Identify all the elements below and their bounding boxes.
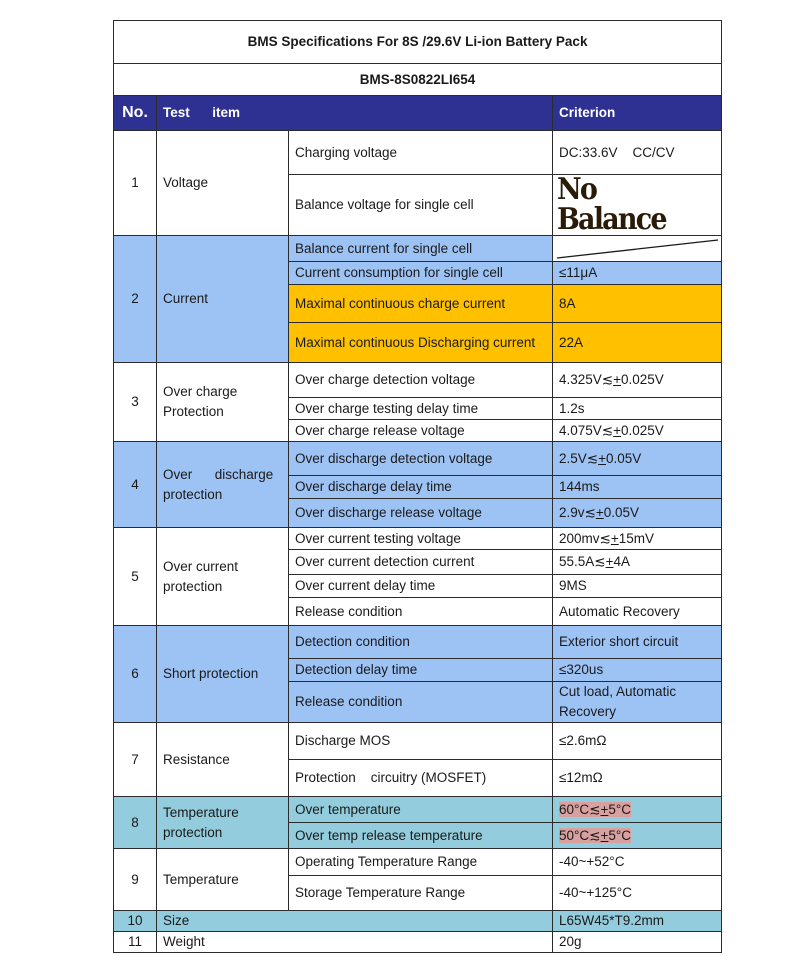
no-balance-stamp: No Balance [557,174,666,236]
od-release-item: Over discharge release voltage [289,499,553,528]
row-8-category [157,797,289,849]
row-7-no: 7 [114,723,157,797]
row-4-category-line2: protection [163,486,223,502]
ocur-delay-item: Over current delay time [289,575,553,598]
charge-current-value: 8A [553,285,722,323]
row-6-no: 6 [114,626,157,723]
od-release-value-a: 2.9v≲ [559,505,596,520]
discharge-mos-item: Discharge MOS [289,723,553,760]
row-10-category: Size [157,911,553,932]
od-detect-value-a: 2.5V≲ [559,450,599,466]
sc-release-item: Release condition [289,682,553,723]
oc-delay-item: Over charge testing delay time [289,398,553,420]
storage-temp-item: Storage Temperature Range [289,876,553,911]
ocur-testing-voltage-value-a: 200mv≲ [559,530,611,546]
row-4-no: 4 [114,442,157,528]
row-2-no: 2 [114,236,157,363]
od-delay-item: Over discharge delay time [289,476,553,499]
oc-detect-value-c: 0.025V [621,372,664,387]
od-detect-value-c: 0.05V [605,450,642,466]
row-1-category: Voltage [157,131,289,236]
oc-release-value-a: 4.075V≲ [559,422,614,438]
ocur-testing-voltage-value [553,528,722,550]
oc-detect-value [553,363,722,398]
ocur-delay-value: 9MS [553,575,722,598]
charging-voltage-value: DC:33.6V CC/CV [553,131,722,175]
od-detect-value-b: + [598,450,606,466]
oc-detect-value-a: 4.325V≲ [559,372,614,387]
ocur-detect-value-b: + [605,554,614,569]
row-1-no: 1 [114,131,157,236]
od-release-value [553,499,722,528]
oc-release-value-b: + [613,422,621,438]
row-9-category: Temperature [157,849,289,911]
header-test-item: Test item [157,96,553,131]
balance-current-value [553,236,722,262]
row-4-category-line1: Over discharge [163,466,274,482]
row-11-category: Weight [157,932,553,953]
over-temp-value-highlight [559,802,631,817]
ocur-release-item: Release condition [289,598,553,626]
document-title: BMS Specifications For 8S /29.6V Li-ion Battery Pack [114,21,722,64]
row-6-category: Short protection [157,626,289,723]
row-4-category [157,442,289,528]
row-5-category [157,528,289,626]
row-11-no: 11 [114,932,157,953]
ocur-testing-voltage-value-c: 15mV [618,530,655,546]
od-detect-value [553,442,722,476]
release-temp-value-highlight [559,828,631,843]
row-10-no: 10 [114,911,157,932]
over-temp-item: Over temperature [289,797,553,823]
release-temp-item: Over temp release temperature [289,823,553,849]
over-temp-value-a: 60°C≲ [559,801,601,817]
storage-temp-value: -40~+125°C [553,876,722,911]
protection-circuit-item: Protection circuitry (MOSFET) [289,760,553,797]
release-temp-value-c: 5°C [608,827,632,843]
size-value: L65W45*T9.2mm [553,911,722,932]
consumption-value: ≤11μA [553,262,722,285]
over-temp-value [553,797,722,823]
bms-spec-table [113,20,722,953]
sc-delay-item: Detection delay time [289,659,553,682]
sc-release-value-line1: Cut load, Automatic [559,684,677,699]
row-3-category-line1: Over charge [163,384,238,399]
row-5-no: 5 [114,528,157,626]
row-8-no: 8 [114,797,157,849]
row-9-no: 9 [114,849,157,911]
oc-release-value [553,420,722,442]
ocur-detect-value [553,550,722,575]
header-no: No. [114,96,157,131]
sc-detect-value: Exterior short circuit [553,626,722,659]
weight-value: 20g [553,932,722,953]
ocur-detect-value-a: 55.5A≲ [559,554,606,569]
sc-release-value [553,682,722,723]
oc-detect-item: Over charge detection voltage [289,363,553,398]
sc-detect-item: Detection condition [289,626,553,659]
protection-circuit-value: ≤12mΩ [553,760,722,797]
discharge-current-value: 22A [553,323,722,363]
oc-release-value-c: 0.025V [621,422,664,438]
od-release-value-c: 0.05V [603,505,640,520]
oc-delay-value: 1.2s [553,398,722,420]
release-temp-value [553,823,722,849]
not-applicable-slash [553,237,721,261]
row-3-category [157,363,289,442]
row-2-category: Current [157,236,289,363]
row-8-category-line1: Temperature [163,804,239,820]
header-criterion: Criterion [553,96,722,131]
row-7-category: Resistance [157,723,289,797]
ocur-detect-item: Over current detection current [289,550,553,575]
balance-voltage-value [553,175,722,236]
consumption-item: Current consumption for single cell [289,262,553,285]
balance-current-item: Balance current for single cell [289,236,553,262]
od-release-value-b: + [595,505,604,520]
sc-release-value-line2: Recovery [559,704,617,719]
oc-detect-value-b: + [613,372,621,387]
ocur-detect-value-c: 4A [613,554,630,569]
release-temp-value-a: 50°C≲ [559,827,601,843]
row-5-category-line1: Over current [163,558,239,574]
sc-delay-value: ≤320us [553,659,722,682]
operating-temp-item: Operating Temperature Range [289,849,553,876]
over-temp-value-c: 5°C [608,801,632,817]
charging-voltage-item: Charging voltage [289,131,553,175]
ocur-testing-voltage-value-b: + [610,530,619,546]
charge-current-item: Maximal continuous charge current [289,285,553,323]
ocur-release-value: Automatic Recovery [553,598,722,626]
model-number: BMS-8S0822LI654 [114,64,722,96]
ocur-testing-voltage-item: Over current testing voltage [289,528,553,550]
row-3-no: 3 [114,363,157,442]
discharge-mos-value: ≤2.6mΩ [553,723,722,760]
oc-release-item: Over charge release voltage [289,420,553,442]
row-5-category-line2: protection [163,578,223,594]
over-temp-value-b: + [600,801,609,817]
row-3-category-line2: Protection [163,404,224,419]
row-8-category-line2: protection [163,824,223,840]
balance-voltage-item: Balance voltage for single cell [289,175,553,236]
od-delay-value: 144ms [553,476,722,499]
release-temp-value-b: + [600,827,609,843]
discharge-current-item: Maximal continuous Discharging current [289,323,553,363]
od-detect-item: Over discharge detection voltage [289,442,553,476]
operating-temp-value: -40~+52°C [553,849,722,876]
